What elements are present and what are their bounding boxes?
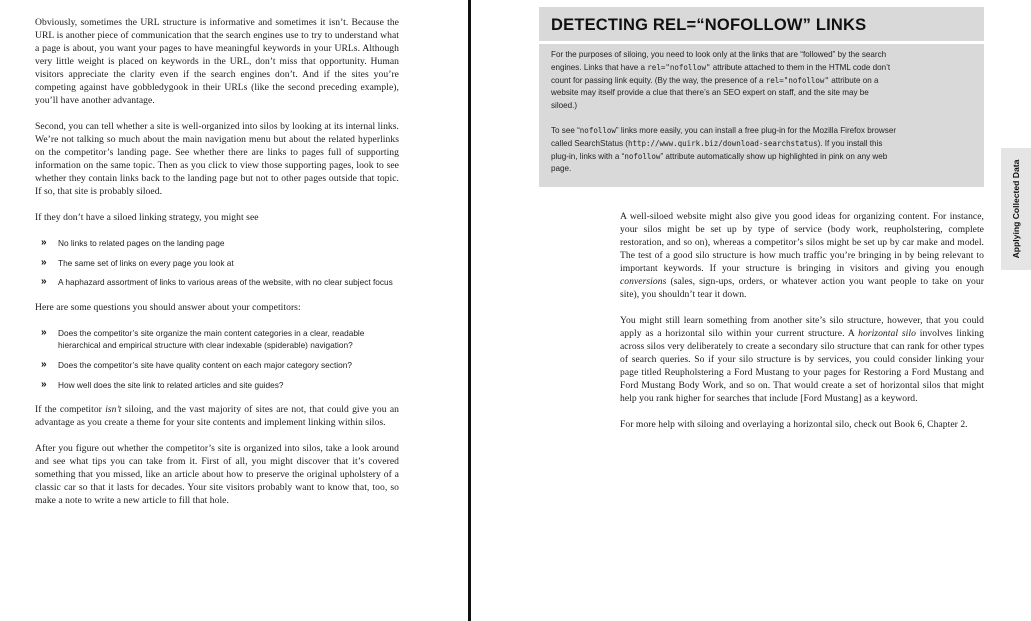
- list-item: » Does the competitor’s site organize the main content categories in a clear, readable hierarchical and empirical structure with clear indexable (spiderable) navigation?: [41, 326, 365, 351]
- double-chevron-icon: »: [41, 326, 47, 338]
- left-text-column: [35, 16, 399, 520]
- bullet-list-competitor-questions: [35, 327, 399, 391]
- list-item: » No links to related pages on the landing page: [41, 237, 225, 248]
- paragraph-questions-intro: Here are some questions you should answer about your competitors:: [35, 301, 301, 313]
- right-text-column: [620, 210, 984, 444]
- list-item: » The same set of links on every page you look at: [41, 256, 234, 268]
- list-item: » Does the competitor’s site have quality content on each major category section?: [41, 358, 352, 370]
- left-page: [0, 0, 468, 621]
- bullet-list-no-silo-signs: [35, 237, 399, 289]
- paragraph-internal-links: Second, you can tell whether a site is well-organized into silos by looking at its internal links. We’re not talking so much about the main navigation menu but about the related hyperlinks on the competitor’s landing page. See whether there are links to pages full of supporting information on the same topic. Then as you click to view those supporting pages, look to see whether they contain links back to the landing page but not to other pages outside that topic. If so, that site is probably siloed.: [35, 121, 399, 197]
- list-item: » A haphazard assortment of links to various areas of the website, with no clear subject focus: [41, 276, 393, 288]
- sidebar-paragraph-searchstatus: To see “nofollow” links more easily, you can install a free plug-in for the Mozilla Firefox browser called SearchStatus (http://www.quirk.biz/download-searchstatus). If you install this plug-in, links with a “nofollow” attribute automatically show up highlighted in pink on any web page.: [551, 126, 897, 174]
- right-page: [471, 0, 1031, 621]
- sidebar-box: [539, 7, 984, 187]
- chapter-side-tab: [1001, 148, 1031, 270]
- paragraph-take-tips: After you figure out whether the competitor’s site is organized into silos, take a look around and see what tips you can take from it. First of all, you might discover that it’s covered something that you missed, like an article about how to preserve the original upholstery of a classic car so that it lasts for decades. Your site visitors probably want to know that, too, so make a note to write a new article to fill that hole.: [35, 443, 399, 507]
- paragraph-more-help: For more help with siloing and overlaying a horizontal silo, check out Book 6, Chapter 2.: [620, 419, 968, 430]
- double-chevron-icon: »: [41, 237, 47, 248]
- sidebar-paragraph-nofollow: For the purposes of siloing, you need to look only at the links that are “followed” by the search engines. Links that have a rel="nofollow" attribute attached to them in the HTML code don’t count for passing link equity. (By the way, the presence of a rel="nofollow" attribute on a website may itself provide a clue that there’s an SEO expert on staff, and the site may be siloed.): [551, 50, 891, 111]
- paragraph-url-structure: Obviously, sometimes the URL structure is informative and sometimes it isn’t. Because the URL is another piece of communication that the search engines use to try to understand what a page is about, you want your pages to have meaningful keywords in your URLs. Although very little weight is placed on keywords in the URL, don’t miss that opportunity. Human visitors appreciate the clarity even if the search engines don’t. And if the sites you’re competing against have gobbledygook in their URLs (like the second preceding example), you’ll have another advantage.: [35, 17, 399, 106]
- list-item: » How well does the site link to related articles and site guides?: [41, 378, 284, 390]
- sidebar-title: DETECTING REL=“NOFOLLOW” LINKS: [551, 16, 867, 34]
- paragraph-siloed-strategy-intro: If they don’t have a siloed linking strategy, you might see: [35, 212, 259, 223]
- double-chevron-icon: »: [41, 276, 47, 288]
- paragraph-horizontal-silo: You might still learn something from another site’s silo structure, however, that you could apply as a horizontal silo within your current structure. A horizontal silo involves linking across silos very deliberately to create a secondary silo structure that can rank for other types of search queries. So if your silo structure is by services, you could consider linking your page titled Reupholstering a Ford Mustang to your pages for Restoring a Ford Mustang and Ford Mustang Body Work, and so on. That would create a set of horizontal silos that might help you rank higher for searches that include [Ford Mustang] as a keyword.: [620, 315, 984, 404]
- paragraph-competitor-not-siloing: If the competitor isn’t siloing, and the vast majority of sites are not, that could give you an advantage as you create a theme for your site contents and implement linking within silos.: [35, 404, 400, 429]
- double-chevron-icon: »: [41, 256, 47, 268]
- paragraph-well-siloed: A well-siloed website might also give you good ideas for organizing content. For instance, your silos might be set up by type of service (body work, reupholstering, complete restoration, and so on), whereas a competitor’s silos might be set up by car make and model. The test of a good silo structure is how much traffic you’re bringing in by being relevant to important keywords. If your structure is bringing in visitors and giving you enough conversions (sales, sign-ups, orders, or whatever action you want people to take on your site), you shouldn’t tear it down.: [620, 211, 984, 300]
- double-chevron-icon: »: [41, 358, 47, 370]
- chapter-side-tab-label: Applying Collected Data: [1011, 159, 1021, 259]
- double-chevron-icon: »: [41, 378, 47, 390]
- sidebar-title-rule: [539, 41, 984, 44]
